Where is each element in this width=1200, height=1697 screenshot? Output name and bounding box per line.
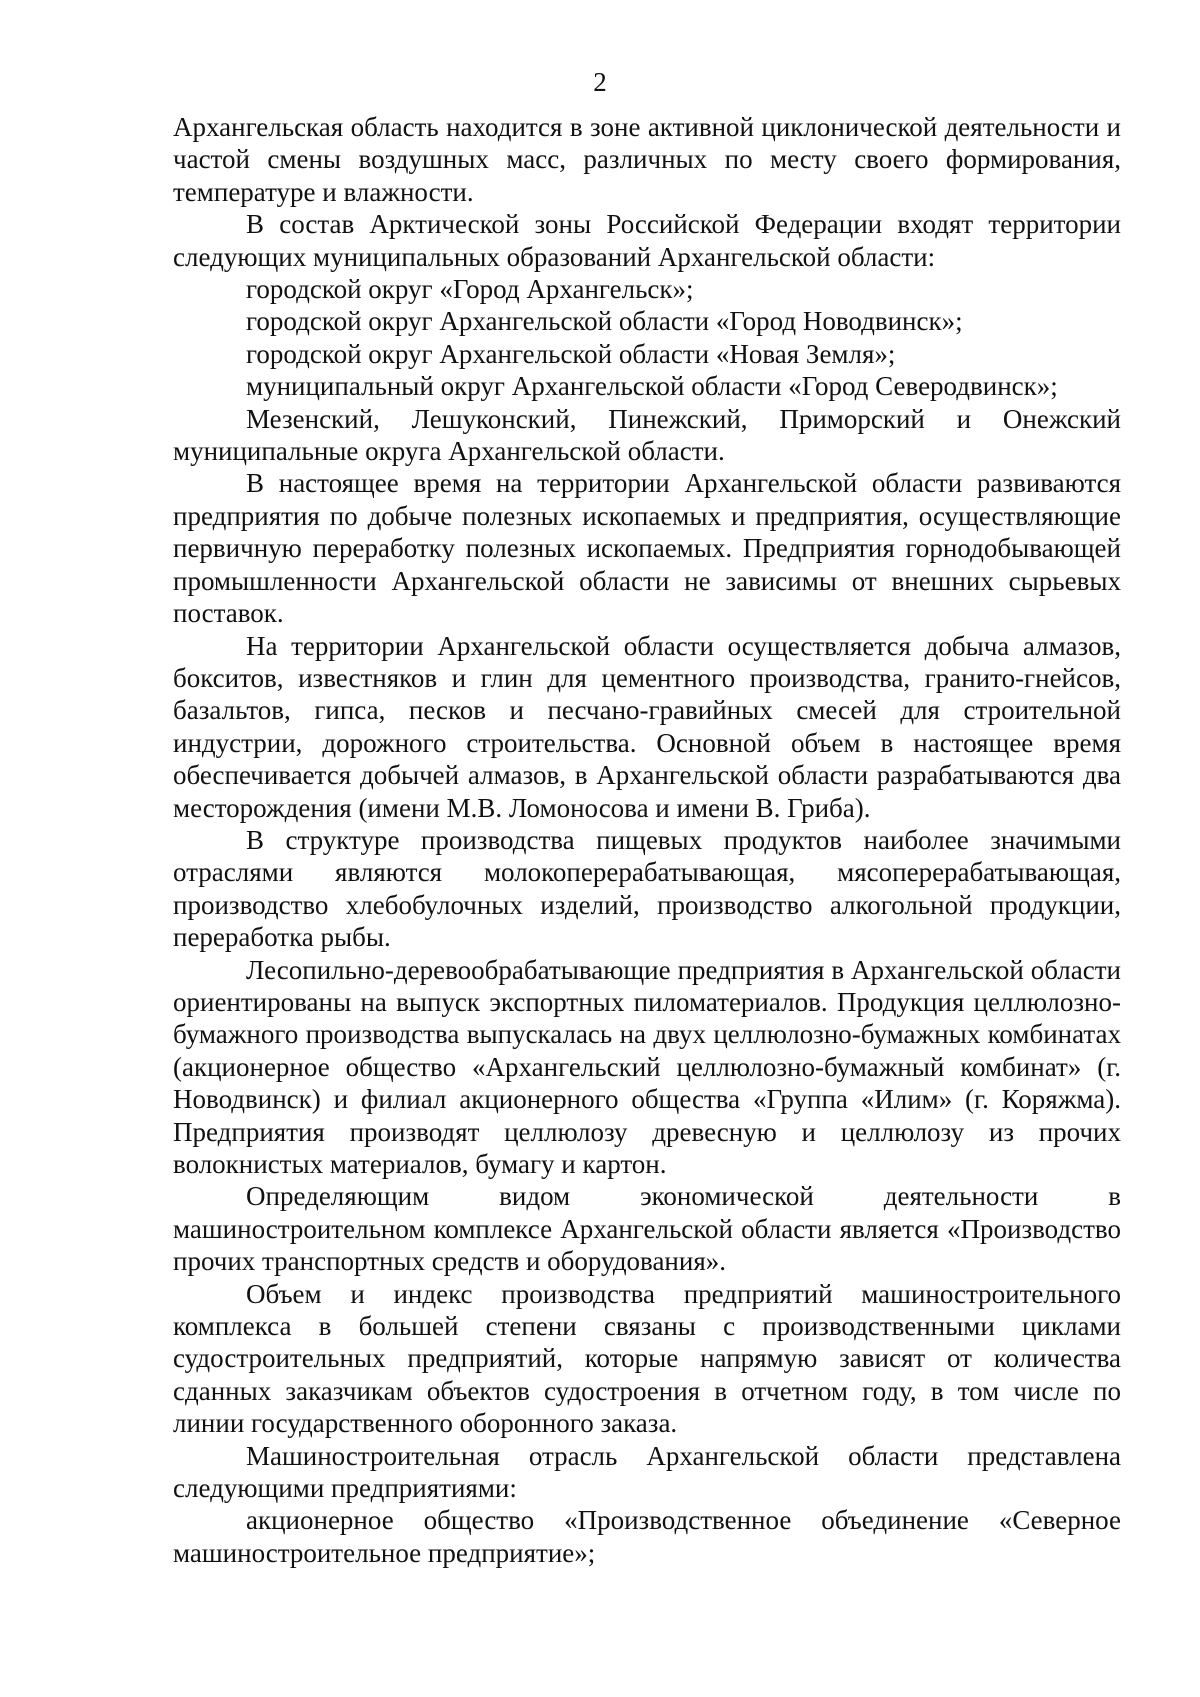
- paragraph: В структуре производства пищевых продуктов наиболее значимыми отраслями являются молокоперерабатывающая, мясоперерабатывающая, производство хлебобулочных изделий, производство алкогольной продукции, переработка рыбы.: [173, 824, 1121, 953]
- paragraph: В настоящее время на территории Архангельской области развиваются предприятия по добыче полезных ископаемых и предприятия, осуществляющие первичную переработку полезных ископаемых. Предприятия горнодобывающей промышленности Архангельской области не зависимы от внешних сырьевых поставок.: [173, 468, 1121, 629]
- paragraph: акционерное общество «Производственное объединение «Северное машиностроительное предприятие»;: [173, 1505, 1121, 1568]
- paragraph: Мезенский, Лешуконский, Пинежский, Приморский и Онежский муниципальные округа Архангельской области.: [173, 403, 1121, 467]
- paragraph: На территории Архангельской области осуществляется добыча алмазов, бокситов, известняков и глин для цементного производства, гранито-гнейсов, базальтов, гипса, песков и песчано-гравийных смесей для строительной индустрии, дорожного строительства. Основной объем в настоящее время обеспечивается добычей алмазов, в Архангельской области разрабатываются два месторождения (имени М.В. Ломоносова и имени В. Гриба).: [173, 630, 1121, 823]
- paragraph: В состав Арктической зоны Российской Федерации входят территории следующих муниципальных образований Архангельской области:: [173, 209, 1121, 272]
- paragraph: Лесопильно-деревообрабатывающие предприятия в Архангельской области ориентированы на выпуск экспортных пиломатериалов. Продукция целлюлозно-бумажного производства выпускалась на двух целлюлозно-бумажных комбинатах (акционерное общество «Архангельский целлюлозно-бумажный комбинат» (г. Новодвинск) и филиал акционерного общества «Группа «Илим» (г. Коряжма). Предприятия производят целлюлозу древесную и целлюлозу из прочих волокнистых материалов, бумагу и картон.: [173, 954, 1121, 1179]
- paragraph: городской округ Архангельской области «Город Новодвинск»;: [246, 306, 963, 337]
- paragraph: Архангельская область находится в зоне активной циклонической деятельности и частой смены воздушных масс, различных по месту своего формирования, температуре и влажности.: [173, 112, 1121, 207]
- paragraph: муниципальный округ Архангельской области «Город Северодвинск»;: [246, 371, 1058, 402]
- paragraph: городской округ «Город Архангельск»;: [246, 274, 694, 305]
- paragraph: Объем и индекс производства предприятий машиностроительного комплекса в большей степени связаны с производственными циклами судостроительных предприятий, которые напрямую зависят от количества сданных заказчикам объектов судостроения в отчетном году, в том числе по линии государственного оборонного заказа.: [173, 1278, 1121, 1439]
- paragraph: городской округ Архангельской области «Новая Земля»;: [246, 338, 896, 369]
- document-body: [173, 111, 1121, 1569]
- page-number: 2: [593, 67, 607, 97]
- paragraph: Машиностроительная отрасль Архангельской области представлена следующими предприятиями:: [173, 1440, 1121, 1504]
- paragraph: Определяющим видом экономической деятельности в машиностроительном комплексе Архангельской области является «Производство прочих транспортных средств и оборудования».: [173, 1181, 1121, 1277]
